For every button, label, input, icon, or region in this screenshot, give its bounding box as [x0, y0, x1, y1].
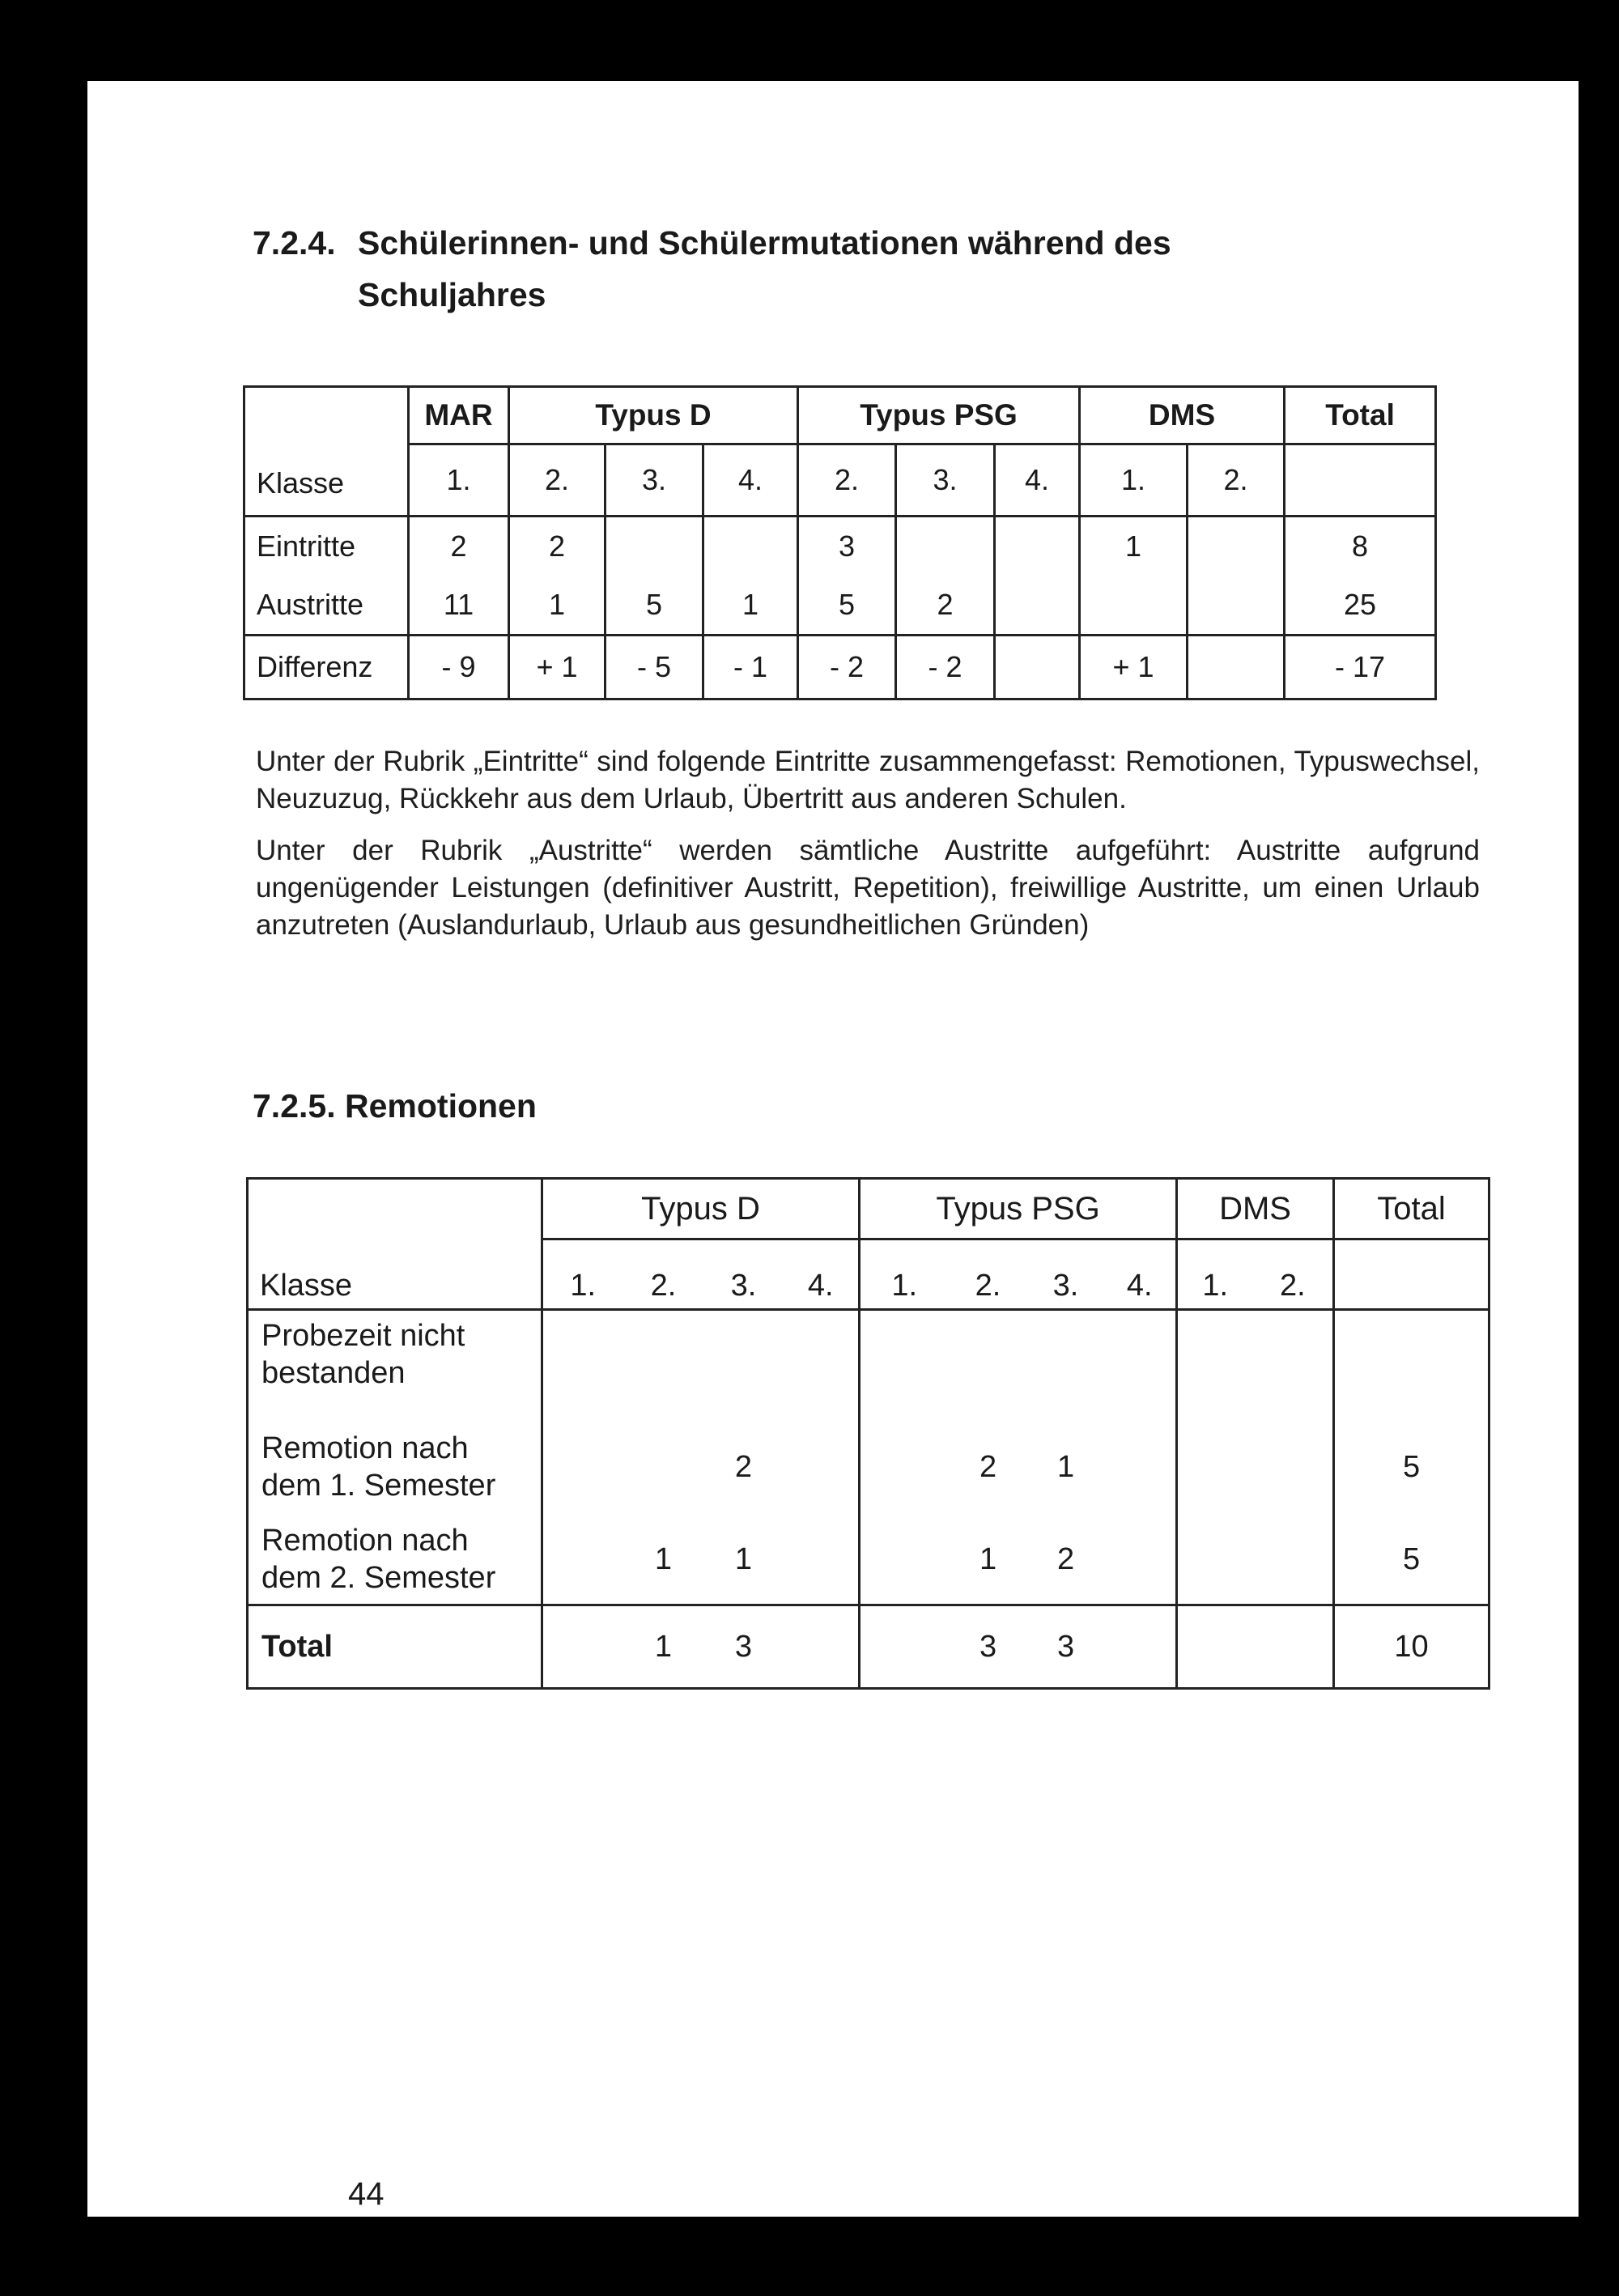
table-cell [860, 1419, 949, 1515]
klasse-label: Klasse [248, 1179, 542, 1310]
class-header: 2. [1188, 444, 1285, 517]
table-cell: 1 [734, 1541, 753, 1576]
class-header: 2. [623, 1239, 704, 1310]
table-cell: + 1 [1080, 636, 1188, 699]
table-cell [949, 1310, 1028, 1420]
table-cell: 3 [1028, 1605, 1104, 1689]
row-label: Differenz [244, 636, 409, 699]
table-cell: 3 [949, 1605, 1028, 1689]
table-cell [542, 1310, 623, 1420]
table-cell [1028, 1310, 1104, 1420]
class-header: 1. [1177, 1239, 1253, 1310]
table-cell: - 9 [409, 636, 509, 699]
table-cell-total: 10 [1334, 1605, 1489, 1689]
class-header: 2. [798, 444, 896, 517]
section-heading-7-2-4: 7.2.4. Schülerinnen- und Schülermutationen während des Schuljahres [253, 224, 1171, 313]
paragraph-austritte: Unter der Rubrik „Austritte“ werden sämtliche Austritte aufgeführt: Austritte aufgrund ungenügender Leistungen (definitiver Austritt, Repetition), freiwillige Austritte, um einen Urlaub anzutreten (Auslandurlaub, Urlaub aus gesundheitlichen Gründen) [256, 835, 1480, 941]
table-cell [995, 576, 1080, 636]
table-cell: 1 [1080, 517, 1188, 576]
table-cell [784, 1605, 860, 1689]
class-header: 2. [1253, 1239, 1334, 1310]
table-cell: 1 [623, 1605, 704, 1689]
class-header: 4. [1104, 1239, 1177, 1310]
table-cell [896, 517, 995, 576]
table-cell: 3 [704, 1605, 784, 1689]
table-cell: 1 [654, 1541, 673, 1576]
group-header-typus-psg: Typus PSG [798, 387, 1080, 444]
table-cell [784, 1310, 860, 1420]
table-cell [995, 517, 1080, 576]
table-cell [703, 517, 798, 576]
row-label: Probezeit nicht bestanden [248, 1310, 542, 1420]
row-label: Remotion nach dem 1. Semester [248, 1419, 542, 1515]
table-cell [1253, 1419, 1334, 1515]
table-cell: - 1 [703, 636, 798, 699]
table-cell-total: - 17 [1285, 636, 1436, 699]
table-row-probezeit [248, 1310, 1489, 1420]
group-header-dms: DMS [1080, 387, 1285, 444]
table-cell: 2 [1056, 1541, 1075, 1576]
table-cell [1080, 576, 1188, 636]
table-cell [995, 636, 1080, 699]
table-row-remotion-2 [248, 1515, 1489, 1605]
class-header: 2. [949, 1239, 1028, 1310]
table-cell [542, 1605, 623, 1689]
table-cell: 1 [979, 1541, 997, 1576]
table-cell [542, 1515, 623, 1605]
table-cell [1104, 1419, 1177, 1515]
table-cell [623, 1310, 704, 1420]
table-cell [1188, 517, 1285, 576]
table-cell [1177, 1605, 1253, 1689]
row-label: Remotion nach dem 2. Semester [248, 1515, 542, 1605]
table-cell: 2 [896, 576, 995, 636]
table-cell: + 1 [509, 636, 606, 699]
class-header: 1. [542, 1239, 623, 1310]
table-cell [606, 517, 703, 576]
table-cell [1104, 1515, 1177, 1605]
table-cell: 11 [409, 576, 509, 636]
klasse-label: Klasse [244, 387, 409, 517]
row-label: Austritte [244, 576, 409, 636]
table-cell [1177, 1310, 1253, 1420]
table-cell [1253, 1605, 1334, 1689]
table-cell [1177, 1515, 1253, 1605]
table-cell [784, 1419, 860, 1515]
table-cell: 5 [798, 576, 896, 636]
document-page [87, 81, 1579, 2217]
class-header: 4. [995, 444, 1080, 517]
table-cell [1253, 1310, 1334, 1420]
table-cell: - 2 [896, 636, 995, 699]
table-cell-total: 5 [1334, 1419, 1489, 1515]
group-header-mar: MAR [409, 387, 509, 444]
table-cell [1188, 576, 1285, 636]
table-cell [784, 1515, 860, 1605]
class-header: 3. [704, 1239, 784, 1310]
table-cell [860, 1605, 949, 1689]
table-cell [1253, 1515, 1334, 1605]
table-cell-total: 5 [1334, 1515, 1489, 1605]
table-cell: 1 [703, 576, 798, 636]
table-row-differenz [244, 636, 1436, 699]
section-heading-7-2-5: 7.2.5. Remotionen [253, 1087, 537, 1125]
table-row-eintritte [244, 517, 1436, 576]
group-header-dms: DMS [1177, 1179, 1334, 1239]
page-number: 44 [348, 2176, 385, 2212]
table-cell [542, 1419, 623, 1515]
table-cell: - 5 [606, 636, 703, 699]
remotionen-table [246, 1177, 1490, 1690]
class-header-empty [1334, 1239, 1489, 1310]
table-cell: 2 [979, 1449, 997, 1484]
table-cell: 2 [409, 517, 509, 576]
table-row-total [248, 1605, 1489, 1689]
table-cell: 1 [1056, 1449, 1075, 1484]
class-header: 1. [409, 444, 509, 517]
table-cell: 2 [509, 517, 606, 576]
class-header: 1. [1080, 444, 1188, 517]
class-header: 4. [784, 1239, 860, 1310]
table-cell [1104, 1605, 1177, 1689]
table-cell [1177, 1419, 1253, 1515]
group-header-typus-d: Typus D [542, 1179, 860, 1239]
table-cell: 5 [606, 576, 703, 636]
table-cell [1188, 636, 1285, 699]
group-header-typus-psg: Typus PSG [860, 1179, 1177, 1239]
table-cell [704, 1310, 784, 1420]
class-header: 3. [606, 444, 703, 517]
class-header: 3. [896, 444, 995, 517]
class-header: 3. [1028, 1239, 1104, 1310]
class-header-empty [1285, 444, 1436, 517]
table-cell-total: 8 [1285, 517, 1436, 576]
table-cell: 1 [509, 576, 606, 636]
table-cell: - 2 [798, 636, 896, 699]
table-cell: 2 [734, 1449, 753, 1484]
table-cell [623, 1419, 704, 1515]
class-header: 4. [703, 444, 798, 517]
group-header-total: Total [1334, 1179, 1489, 1239]
row-label: Eintritte [244, 517, 409, 576]
class-header: 2. [509, 444, 606, 517]
row-label: Total [248, 1605, 542, 1689]
table-cell-total [1334, 1310, 1489, 1420]
mutations-table [243, 385, 1437, 700]
table-cell [860, 1310, 949, 1420]
class-header: 1. [860, 1239, 949, 1310]
table-row-austritte [244, 576, 1436, 636]
table-cell-total: 25 [1285, 576, 1436, 636]
group-header-typus-d: Typus D [509, 387, 798, 444]
group-header-total: Total [1285, 387, 1436, 444]
table-cell: 3 [798, 517, 896, 576]
paragraph-eintritte: Unter der Rubrik „Eintritte“ sind folgende Eintritte zusammengefasst: Remotionen, Typuswechsel, Neuzuzug, Rückkehr aus dem Urlaub, Übertritt aus anderen Schulen. [256, 746, 1480, 814]
table-cell [860, 1515, 949, 1605]
table-cell [1104, 1310, 1177, 1420]
table-row-remotion-1 [248, 1419, 1489, 1515]
